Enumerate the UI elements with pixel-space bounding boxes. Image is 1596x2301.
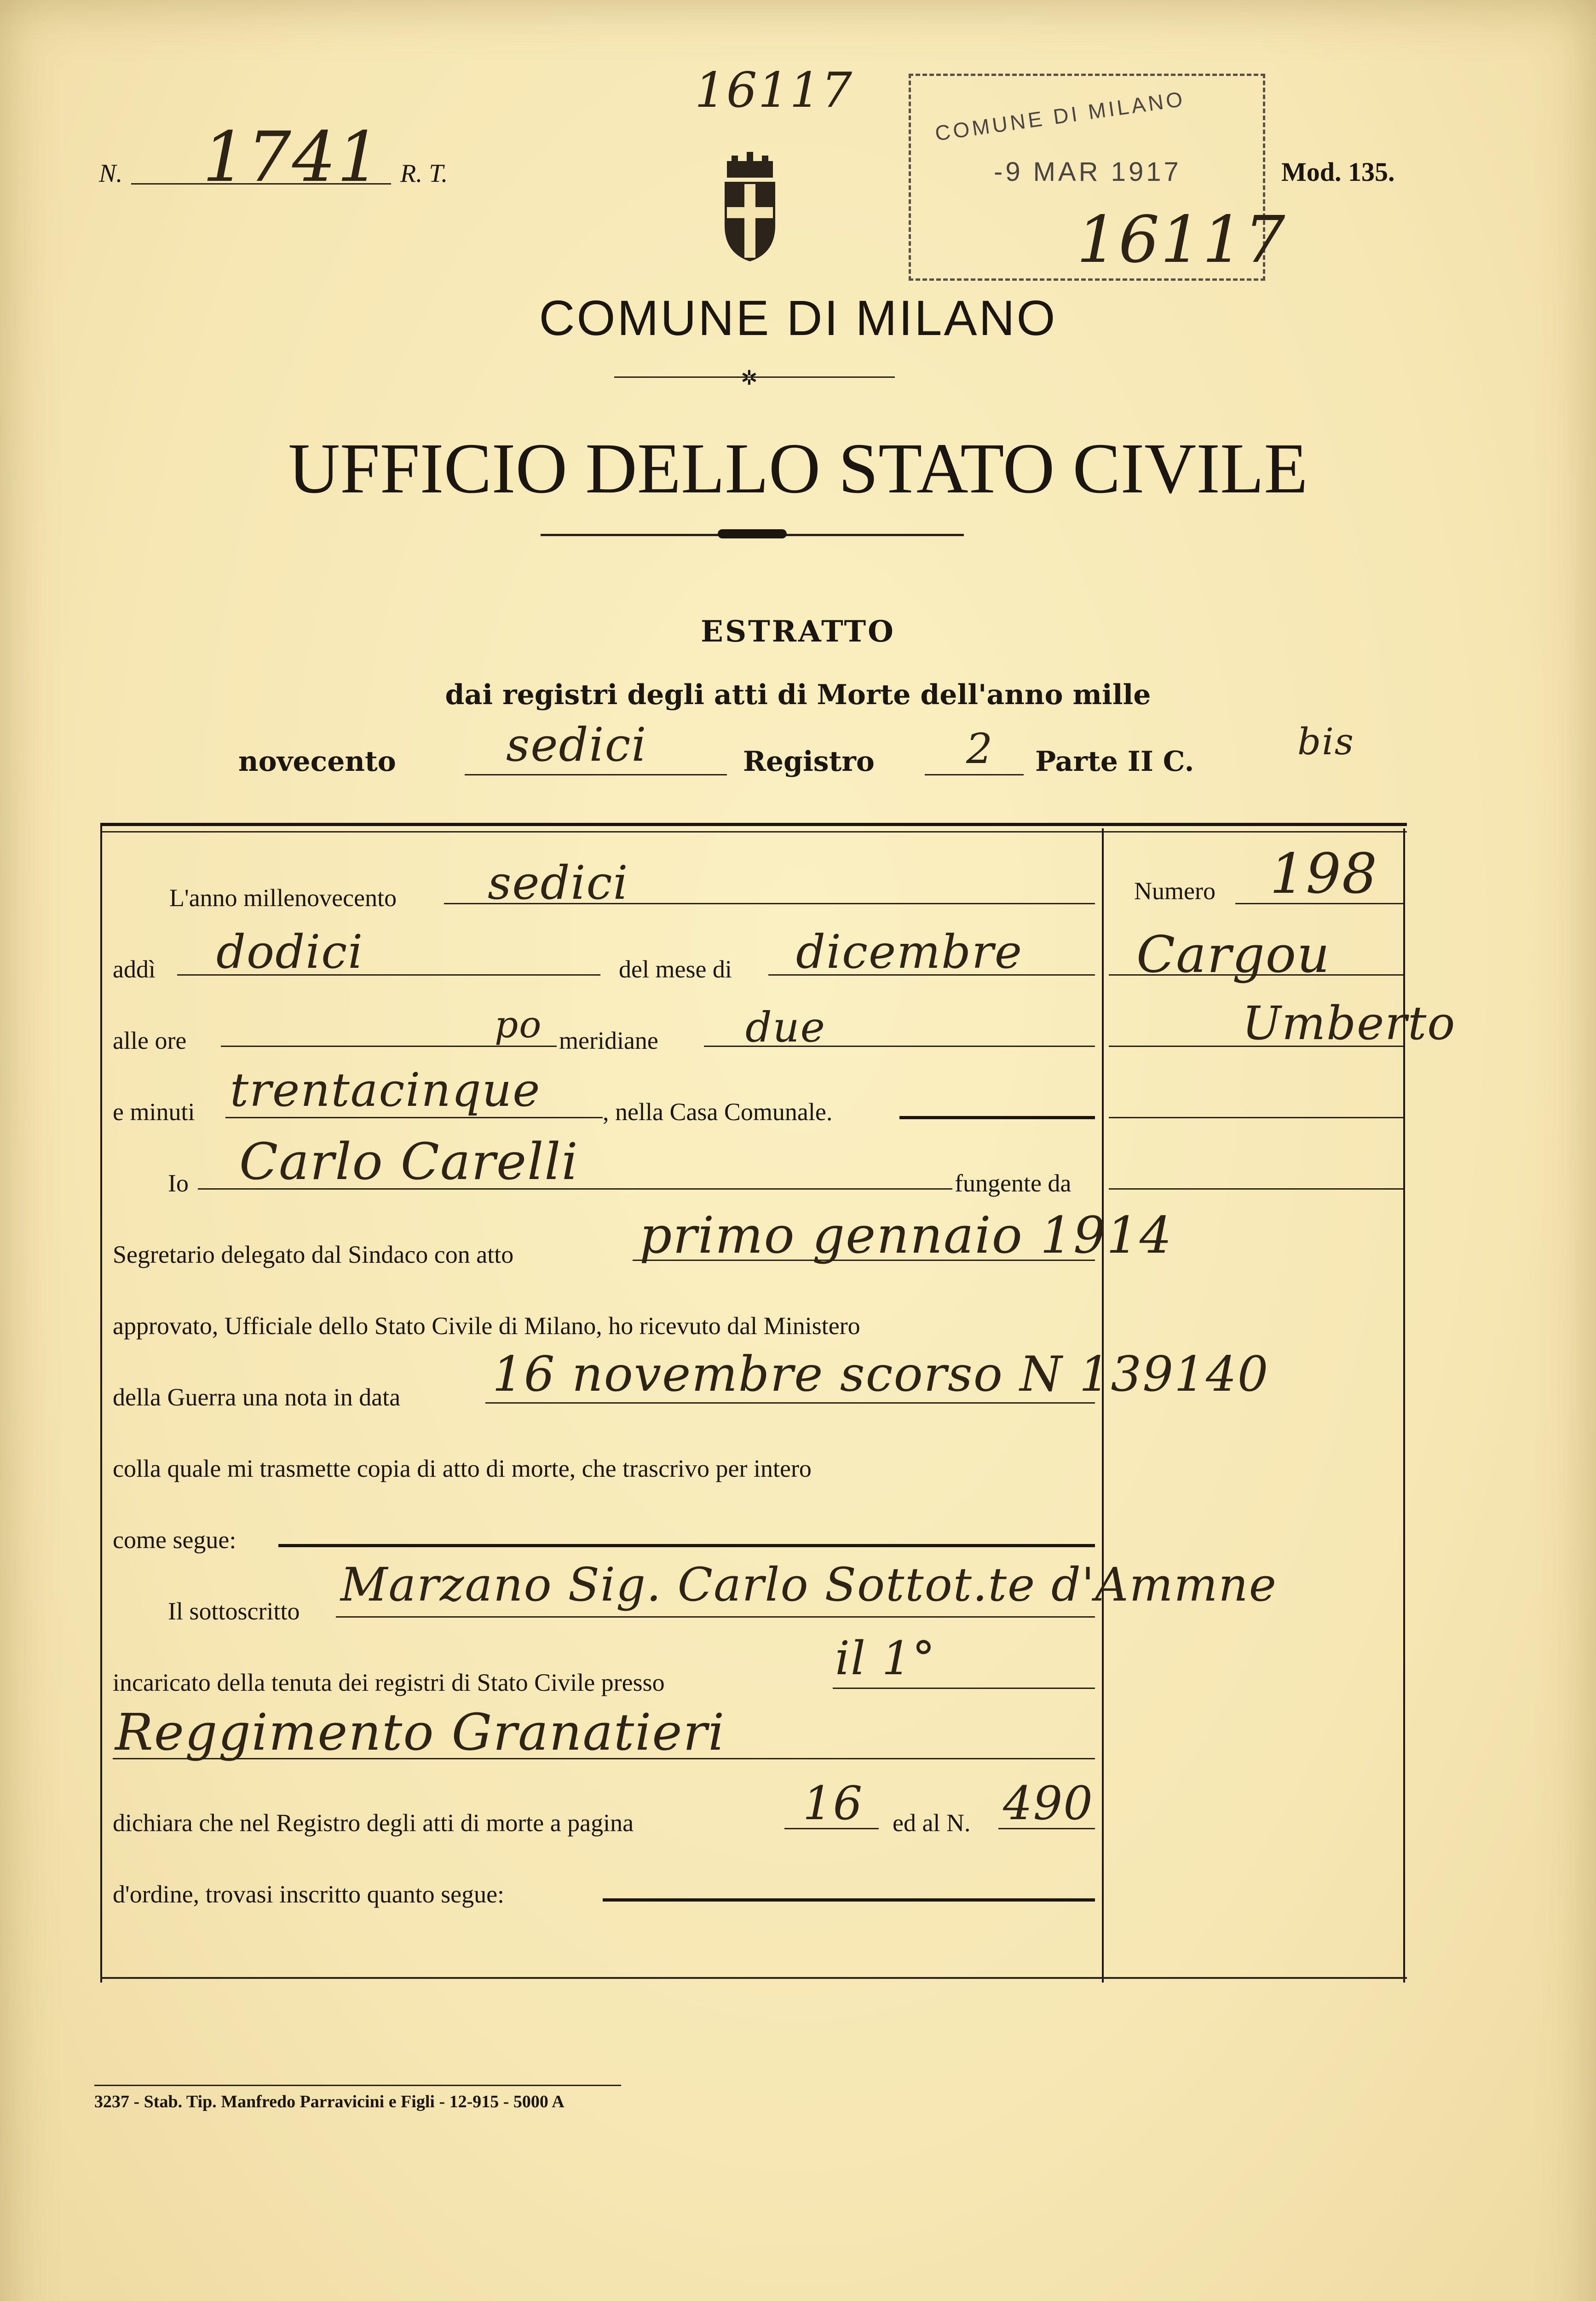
comune-title: COMUNE DI MILANO — [539, 290, 1057, 346]
anno-value: sedici — [488, 856, 629, 910]
sottoscritto-underline — [336, 1616, 1095, 1618]
addi-label: addì — [113, 955, 156, 983]
numero-label: Numero — [1134, 877, 1216, 905]
parte-value: bis — [1297, 720, 1354, 763]
ornament-bar-icon — [718, 529, 787, 538]
printer-footer: 3237 - Stab. Tip. Manfredo Parravicini e Figli - 12-915 - 5000 A — [94, 2092, 565, 2111]
nome-value: Umberto — [1242, 996, 1456, 1050]
mod-label: Mod. 135. — [1281, 157, 1395, 187]
guerra-value: 16 novembre scorso N 139140 — [492, 1346, 1269, 1402]
incaricato-label: incaricato della tenuta dei registri di Stato Civile presso — [113, 1669, 665, 1696]
sidebar-line-3 — [1109, 1117, 1403, 1118]
colla-text: colla quale mi trasmette copia di atto di morte, che trascrivo per intero — [113, 1455, 812, 1482]
guerra-underline — [485, 1402, 1095, 1404]
n-value: 1741 — [202, 117, 382, 197]
coat-of-arms-icon — [718, 152, 782, 262]
novecento-underline — [465, 774, 727, 775]
stamp — [909, 74, 1286, 281]
novecento-label: novecento — [238, 746, 396, 778]
sidebar-line-4 — [1109, 1188, 1403, 1190]
reggimento-value: Reggimento Granatieri — [115, 1703, 726, 1762]
pagina-value: 16 — [803, 1776, 864, 1830]
come-segue: come segue: — [113, 1526, 236, 1554]
mese-value: dicembre — [796, 925, 1023, 979]
minuti-value: trentacinque — [230, 1063, 541, 1117]
guerra-label: della Guerra una nota in data — [113, 1383, 401, 1411]
frame-bottom — [100, 1977, 1407, 1979]
minuti-label: e minuti — [113, 1098, 195, 1126]
io-value: Carlo Carelli — [239, 1132, 579, 1191]
estratto-title: ESTRATTO — [701, 614, 895, 649]
ordine-label: d'ordine, trovasi inscritto quanto segue: — [113, 1880, 505, 1908]
segretario-value: primo gennaio 1914 — [640, 1206, 1173, 1265]
cognome-value: Cargou — [1136, 925, 1331, 984]
stamp-date: -9 MAR 1917 — [994, 157, 1181, 187]
come-segue-rule — [278, 1544, 1095, 1547]
ore-label: alle ore — [113, 1027, 187, 1054]
annotation-top: 16117 — [695, 62, 853, 118]
ore-value: due — [745, 1003, 826, 1052]
frame-top — [100, 823, 1407, 826]
subtitle-line1: dai registri degli atti di Morte dell'anno mille — [445, 679, 1151, 711]
ed-al-label: ed al N. — [893, 1809, 971, 1837]
n-label: N. — [99, 159, 123, 188]
incaricato-value: il 1° — [835, 1631, 936, 1685]
ordine-rule — [603, 1898, 1095, 1902]
registro-underline — [925, 774, 1024, 775]
incaricato-underline — [833, 1688, 1095, 1689]
fungente-label: fungente da — [955, 1169, 1072, 1197]
frame-divider — [1102, 828, 1104, 1983]
frame-left — [100, 823, 102, 1983]
ornament-icon: ✲ — [741, 367, 758, 389]
stamp-number: 16117 — [1077, 202, 1286, 278]
approvato-text: approvato, Ufficiale dello Stato Civile di Milano, ho ricevuto dal Ministero — [113, 1312, 860, 1340]
io-label: Io — [168, 1169, 189, 1197]
numero-atto-value: 490 — [1003, 1776, 1094, 1830]
addi-value: dodici — [216, 925, 364, 979]
ore-pm: po — [495, 1003, 542, 1046]
novecento-value: sedici — [506, 718, 647, 772]
casa-label: , nella Casa Comunale. — [603, 1098, 833, 1126]
segretario-label: Segretario delegato dal Sindaco con atto — [113, 1241, 514, 1268]
mese-label: del mese di — [619, 955, 732, 983]
minuti-underline — [225, 1117, 603, 1118]
casa-rule — [899, 1116, 1095, 1119]
rt-label: R. T. — [400, 159, 448, 188]
anno-label: L'anno millenovecento — [169, 884, 397, 912]
sottoscritto-label: Il sottoscritto — [168, 1597, 300, 1625]
ufficio-title: UFFICIO DELLO STATO CIVILE — [288, 428, 1308, 508]
stamp-line1: COMUNE DI MILANO — [933, 87, 1187, 145]
dichiara-label: dichiara che nel Registro degli atti di morte a pagina — [113, 1809, 634, 1837]
numero-value: 198 — [1270, 842, 1378, 906]
frame-top-thin — [100, 831, 1407, 833]
meridiane-label: meridiane — [559, 1027, 658, 1054]
registro-value: 2 — [966, 725, 994, 773]
registro-label: Registro — [743, 746, 875, 778]
sottoscritto-value: Marzano Sig. Carlo Sottot.te d'Ammne — [340, 1558, 1277, 1612]
footer-rule — [94, 2085, 621, 2086]
parte-label: Parte II C. — [1035, 746, 1194, 778]
